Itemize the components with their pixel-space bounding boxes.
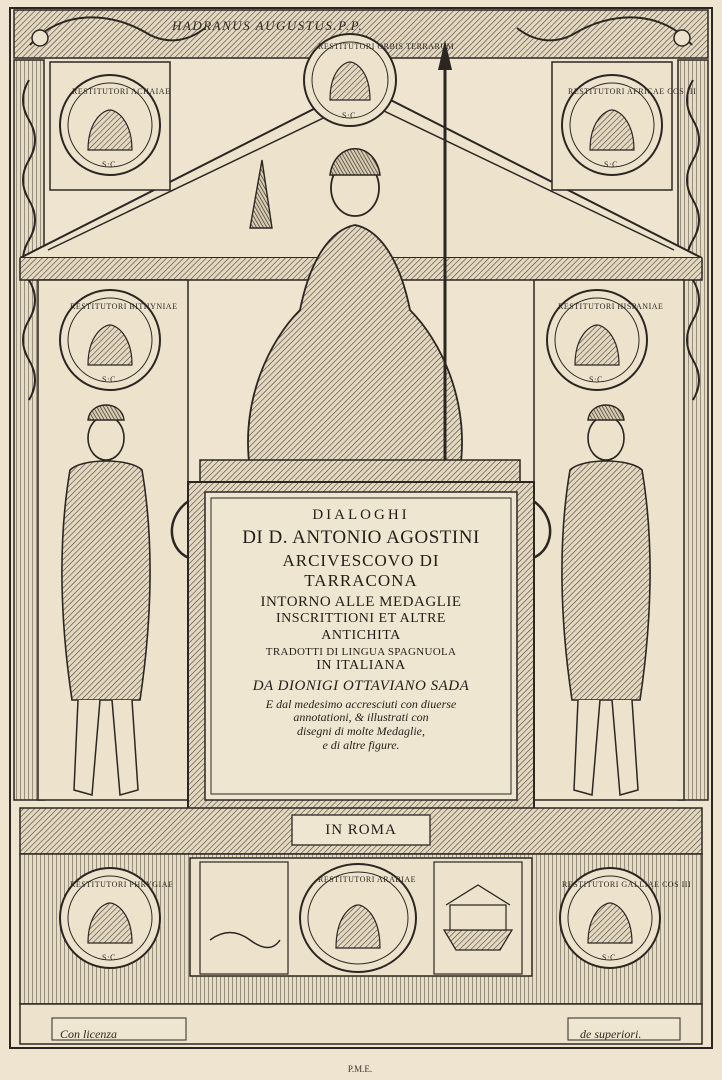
title-line: DIALOGHI [312,507,410,523]
medallion-top-center [304,34,454,126]
frieze-inscription: HADRANUS AUGUSTUS.P.P. [172,18,364,33]
title-tablet [213,497,509,793]
title-line: INSCRITTIONI ET ALTRE [276,611,446,627]
medal-inscription: RESTITUTORI ARABIAE [318,875,417,884]
title-line: E dal medesimo accresciuti con diuerse [265,696,457,711]
place-of-publication: IN ROMA [325,822,397,838]
medal-inscription: RESTITUTORI BITHYNIAE [70,302,178,311]
title-line: annotationi, & illustrati con [293,710,429,725]
title-line: IN ITALIANA [316,658,406,674]
medal-inscription: RESTITUTORI AFRICAE COS III [568,87,697,96]
medal-inscription: RESTITUTORI ACHAIAE [72,87,171,96]
medal-sc: S·C [602,953,616,962]
title-line: TARRACONA [304,570,418,590]
title-line: DI D. ANTONIO AGOSTINI [242,527,480,549]
title-line: ARCIVESCOVO DI [282,551,440,571]
medal-inscription: RESTITUTORI GALLIAE COS III [562,880,692,889]
medal-sc: S·C [102,160,116,169]
medal-sc: S·C [604,160,618,169]
medal-sc: S·C [102,953,116,962]
license-right: de superiori. [580,1027,642,1041]
medallion-top-right [562,75,696,175]
medal-sc: S·C [102,375,116,384]
medallion-bottom-center [300,864,416,972]
license-left: Con licenza [60,1027,117,1041]
title-line: INTORNO ALLE MEDAGLIE [260,594,462,611]
title-line: ANTICHITA [321,627,401,643]
panel-river-scene [200,862,288,974]
title-line: disegni di molte Medaglie, [297,724,425,739]
medal-inscription: RESTITUTORI ORBIS TERRARUM [318,42,455,51]
title-line: TRADOTTI DI LINGUA SPAGNUOLA [265,645,457,658]
title-line: DA DIONIGI OTTAVIANO SADA [252,678,470,695]
medal-sc: S·C [342,111,356,120]
signature-mark: P.M.E. [347,1064,373,1074]
medal-sc: S·C [589,375,603,384]
medal-inscription: RESTITUTORI PHRYGIAE [70,880,174,889]
medal-inscription: RESTITUTORI HISPANIAE [558,302,664,311]
title-line: e di altre figure. [322,738,400,752]
